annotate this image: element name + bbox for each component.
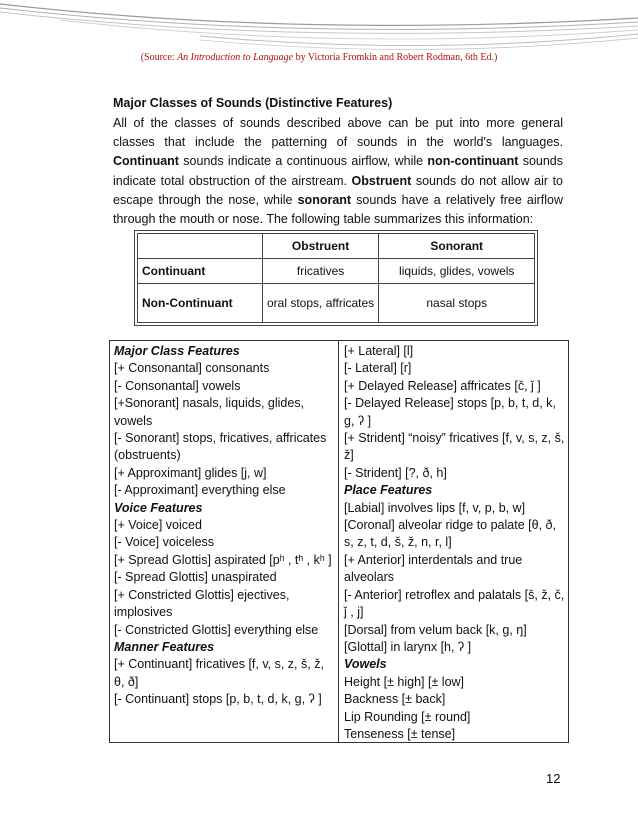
bold-term: Obstruent — [351, 173, 412, 188]
feature-entry: [- Spread Glottis] unaspirated — [114, 570, 277, 585]
summary-row-non-continuant — [138, 284, 535, 323]
feature-entry: [- Continuant] stops [p, b, t, d, k, g, ʔ ] — [114, 692, 322, 707]
feature-entry: [Coronal] alveolar ridge to palate [θ, ð, s, z, t, d, š, ž, n, r, l] — [344, 518, 556, 550]
paragraph-text: sounds do not allow air to escape through the nose, while — [113, 173, 563, 207]
paragraph-text: All of the classes of sounds described above can be put into more general classes that include the patterning of sounds in the world's languages. — [113, 116, 563, 150]
feature-entry: [+ Spread Glottis] aspirated [pʰ , tʰ , kʰ ] — [114, 552, 332, 567]
feature-entry: [- Approximant] everything else — [114, 483, 286, 498]
feature-entry: [- Anterior] retroflex and palatals [š, ž, č, ǰ , j] — [344, 587, 565, 620]
paragraph-text: sounds have a relatively free airflow through the mouth or nose. The following table summarizes this information: — [113, 192, 563, 227]
source-prefix: (Source: — [140, 52, 178, 63]
feature-entry: Height [± high] [± low] — [344, 674, 465, 689]
feature-section-heading: Voice Features — [114, 500, 203, 515]
features-right-column — [344, 343, 566, 743]
feature-entry: [- Strident] [?, ð, h] — [344, 465, 447, 480]
summary-table — [137, 233, 535, 323]
summary-cell: liquids, glides, vowels — [379, 259, 535, 284]
feature-entry: [+ Continuant] fricatives [f, v, s, z, š, ž, θ, ð] — [114, 657, 324, 689]
feature-entry: Lip Rounding [± round] — [344, 709, 471, 724]
feature-entry: [+ Approximant] glides [j, w] — [114, 465, 267, 480]
summary-header-cell — [138, 234, 263, 259]
feature-entry: [- Constricted Glottis] everything else — [114, 622, 319, 637]
feature-entry: [+ Anterior] interdentals and true alveolars — [344, 552, 523, 585]
summary-row-label: Continuant — [138, 259, 263, 284]
section-heading: Major Classes of Sounds (Distinctive Features) — [113, 96, 393, 110]
source-citation — [0, 52, 638, 63]
column-divider — [338, 341, 339, 742]
feature-entry: [+ Lateral] [l] — [344, 344, 414, 358]
feature-entry: [Labial] involves lips [f, v, p, b, w] — [344, 500, 526, 515]
page-number: 12 — [546, 771, 561, 786]
paragraph-text: sounds indicate total obstruction of the airstream. — [113, 154, 564, 188]
bold-term: non-continuant — [427, 154, 519, 169]
summary-cell: nasal stops — [379, 284, 535, 323]
feature-entry: [+ Strident] “noisy” fricatives [f, v, s, z, š, ž] — [344, 431, 565, 463]
summary-row-continuant — [138, 259, 535, 284]
features-left-column — [114, 343, 336, 709]
feature-section-heading: Place Features — [344, 483, 433, 498]
feature-entry: [- Consonantal] vowels — [114, 378, 241, 393]
feature-section-heading: Vowels — [344, 657, 387, 672]
intro-paragraph — [113, 114, 563, 229]
source-book-title: An Introduction to Language — [177, 52, 294, 63]
summary-header-cell: Obstruent — [262, 234, 379, 259]
feature-entry: [+Sonorant] nasals, liquids, glides, vowels — [114, 396, 305, 428]
paragraph-text: sounds indicate a continuous airflow, while — [178, 154, 428, 169]
bold-term: Continuant — [113, 154, 179, 169]
features-table — [109, 340, 569, 743]
summary-row-label: Non-Continuant — [138, 284, 263, 323]
feature-entry: [- Lateral] [r] — [344, 361, 412, 376]
feature-entry: Backness [± back] — [344, 692, 446, 707]
feature-entry: [Dorsal] from velum back [k, g, ŋ] — [344, 622, 527, 637]
feature-section-heading: Manner Features — [114, 639, 215, 654]
summary-cell: fricatives — [262, 259, 379, 284]
feature-entry: [+ Voice] voiced — [114, 518, 202, 533]
feature-entry: [+ Consonantal] consonants — [114, 361, 270, 376]
summary-header-row — [138, 234, 535, 259]
bold-term: sonorant — [297, 192, 352, 207]
feature-entry: [+ Delayed Release] affricates [č, ǰ ] — [344, 378, 541, 393]
feature-entry: [Glottal] in larynx [h, ʔ ] — [344, 639, 472, 654]
source-suffix: by Victoria Fromkin and Robert Rodman, 6th Ed.) — [293, 52, 498, 63]
summary-header-cell: Sonorant — [379, 234, 535, 259]
feature-section-heading: Major Class Features — [114, 344, 240, 358]
summary-cell: oral stops, affricates — [262, 284, 379, 323]
feature-entry: [- Voice] voiceless — [114, 535, 215, 550]
feature-entry: [- Sonorant] stops, fricatives, affricates (obstruents) — [114, 431, 327, 463]
feature-entry: [- Delayed Release] stops [p, b, t, d, k, g, ʔ ] — [344, 396, 556, 428]
feature-entry: Tenseness [± tense] — [344, 726, 456, 741]
feature-entry: [+ Constricted Glottis] ejectives, implosives — [114, 587, 290, 620]
